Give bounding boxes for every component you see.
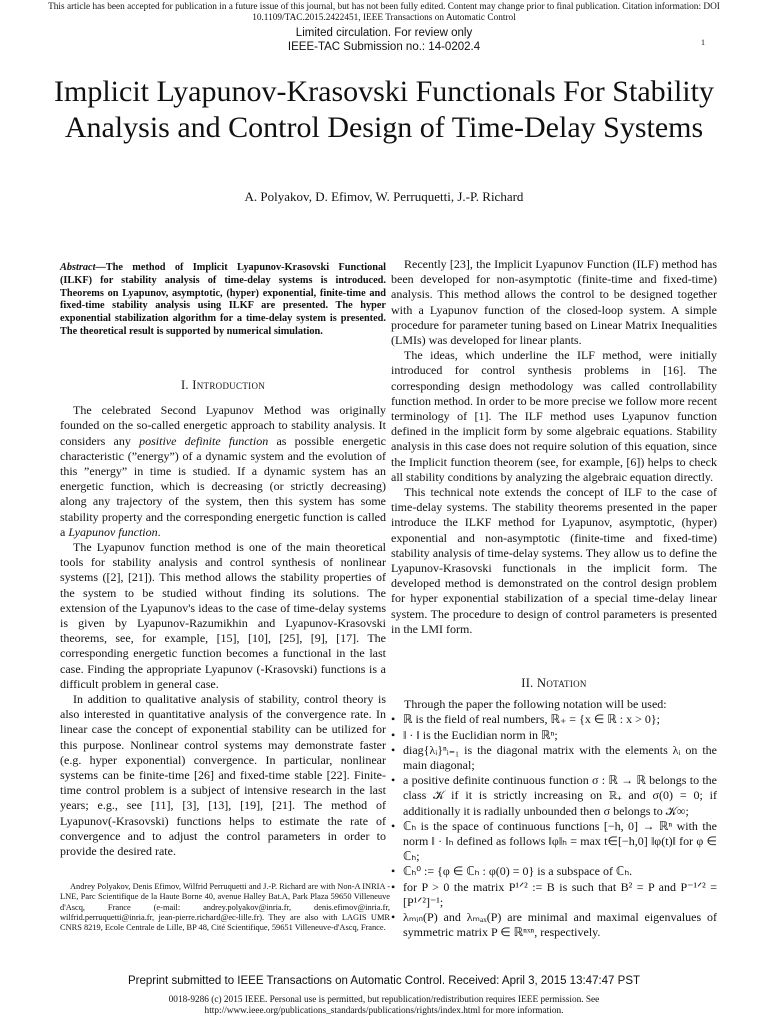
abstract-label: Abstract (60, 262, 96, 273)
intro-paragraph-2: The Lyapunov function method is one of the main theoretical tools for stability analysis and control synthesis of nonlinear systems ([2], [21]). This method allows the stability properties of the system to be studied without finding its solutions. The extension of the Lyapunov's ideas to the case of time-delay systems is given by Lyapunov-Razumikhin and Lyapunov-Krasovski theorems, see, for example, [15], [10], [25], [9], [17]. The corresponding energetic function becomes a functional in the last case. Finding the appropriate Lyapunov (-Krasovski) functions is a difficult problem in general case. (60, 540, 386, 691)
submission-number: IEEE-TAC Submission no.: 14-0202.4 (287, 41, 481, 53)
notation-section (391, 676, 717, 940)
notation-item: • ℝ is the field of real numbers, ℝ₊ = {x ∈ ℝ : x > 0}; (391, 712, 717, 727)
page-number: 1 (701, 38, 705, 47)
copyright-line-1: 0018-9286 (c) 2015 IEEE. Personal use is permitted, but republication/redistribution requires IEEE permission. See (168, 995, 600, 1005)
intro-p1-part-a: The celebrated Second Lyapunov Method was originally founded on the so-called energetic approach to stability analysis. It considers any (60, 403, 386, 448)
notice-line-1: This article has been accepted for publication in a future issue of this journal, but has not been fully edited. Content may change prior to final publication. Citation information: DOI (48, 2, 720, 12)
introduction-heading (60, 378, 386, 393)
notation-list (391, 712, 717, 940)
circulation-text: Limited circulation. For review only (295, 27, 473, 39)
publication-notice (0, 2, 768, 24)
intro-p1-part-b: as possible energetic characteristic (”energy”) of a dynamic system and the evolution of this ”energy” in time is studied. If a dynamic system has an energetic function, which is decreasing (or strictly decreasing) along any trajectory of the system, then this system has some stability property and the corresponding energetic function is called a (60, 433, 386, 539)
notation-item: • a positive definite continuous function σ : ℝ → ℝ belongs to the class 𝒦 if it is strictly increasing on ℝ₊ and σ(0) = 0; if additionally it is radially unbounded then σ belongs to 𝒦∞; (391, 773, 717, 819)
introduction-section (60, 378, 386, 859)
right-column-intro (391, 257, 717, 637)
notation-item: • diag{λᵢ}ⁿᵢ₌₁ is the diagonal matrix with the elements λᵢ on the main diagonal; (391, 743, 717, 773)
notation-heading-number: II. (521, 676, 538, 690)
notice-line-2: 10.1109/TAC.2015.2422451, IEEE Transactions on Automatic Control (252, 13, 516, 23)
copyright-line-2: http://www.ieee.org/publications_standards/publications/rights/index.html for more information. (204, 1006, 564, 1016)
paper-authors: A. Polyakov, D. Efimov, W. Perruquetti, J.-P. Richard (244, 189, 524, 204)
paper-title: Implicit Lyapunov-Krasovski Functionals For Stability Analysis and Control Design of Time-Delay Systems (54, 75, 714, 144)
notation-item: • ℂₕ⁰ := {φ ∈ ℂₕ : φ(0) = 0} is a subspace of ℂₕ. (391, 864, 717, 879)
notation-item: • λₘᵢₙ(P) and λₘₐₓ(P) are minimal and maximal eigenvalues of symmetric matrix P ∈ ℝⁿˣⁿ, respectively. (391, 910, 717, 940)
preprint-notice: Preprint submitted to IEEE Transactions on Automatic Control. Received: April 3, 2015 13:47:47 PST (127, 975, 641, 987)
intro-paragraph-3: In addition to qualitative analysis of stability, control theory is also interested in quantitative analysis of the convergence rate. In linear case the concept of exponential stability can be utilized for this purpose. Nonlinear control systems may demonstrate faster (e.g. hyper exponential) convergence. In particular, nonlinear systems can be finite-time [26] and fixed-time stable [22]. Finite-time control problem is a subject of intensive research in the last years; e.g., see [11], [3], [13], [19], [21]. The method of Lyapunov(-Krasovski) functions helps to estimate the rate of convergence and to adjust the control parameters in order to provide the desired rate. (60, 692, 386, 859)
copyright-notice (0, 995, 768, 1017)
circulation-block (0, 26, 768, 54)
notation-item: • ℂₕ is the space of continuous functions [−h, 0] → ℝⁿ with the norm ‖ · ‖ₕ defined as follows ‖φ‖ₕ = max t∈[−h,0] ‖φ(t)‖ for φ ∈ ℂₕ; (391, 819, 717, 865)
notation-item: • for P > 0 the matrix P¹ᐟ² := B is such that B² = P and P⁻¹ᐟ² = [P¹ᐟ²]⁻¹; (391, 880, 717, 910)
intro-p1-emphasis-2: Lyapunov function (68, 524, 158, 539)
right-paragraph-1: Recently [23], the Implicit Lyapunov Function (ILF) method has been developed for non-asymptotic (finite-time and fixed-time) analysis. This method allows the control to be designed together with a Lyapunov function of the closed-loop system. A simple procedure for parameter tuning based on Linear Matrix Inequalities (LMIs) was developed for linear plants. (391, 257, 717, 348)
notation-heading (391, 676, 717, 691)
notation-item: • ‖ · ‖ is the Euclidian norm in ℝⁿ; (391, 728, 717, 743)
abstract-text: —The method of Implicit Lyapunov-Krasovski Functional (ILKF) for stability analysis of time-delay systems is introduced. Theorems on Lyapunov, asymptotic, (hyper) exponential, finite-time and fixed-time stability analysis using ILKF are presented. The hyper exponential stabilization algorithm for a time-delay system is presented. The theoretical result is supported by numerical simulation. (60, 262, 386, 337)
intro-p1-emphasis: positive definite function (139, 433, 269, 448)
right-paragraph-3: This technical note extends the concept of ILF to the case of time-delay systems. The stability theorems presented in the paper introduce the ILKF method for Lyapunov, asymptotic, (hyper) exponential and non-asymptotic (finite-time and fixed-time) stability analysis of time-delay systems. They allow us to define the Lyapunov-Krasovski functionals in the implicit form. The developed method is demonstrated on the control design problem for hyper exponential stabilization of a special time-delay linear system. The procedure to design of control parameters is presented in the LMI form. (391, 485, 717, 636)
introduction-heading-text: Introduction (192, 378, 266, 392)
author-footnote-text: Andrey Polyakov, Denis Efimov, Wilfrid Perruquetti and J.-P. Richard are with Non-A INRIA - LNE, Parc Scientifique de la Haute Borne 40, avenue Halley Bat.A, Park Plaza 59650 Villeneuve d'Ascq, France (e-mail: andrey.polyakov@inria.fr, denis.efimov@inria.fr, wilfrid.perruquetti@inria.fr, jean-pierre.richard@ec-lille.fr). They are also with LAGIS UMR CNRS 8219, Ecole Centrale de Lille, BP 48, Cité Scientifique, 59651 Villeneuve-d'Ascq, France. (60, 882, 390, 933)
intro-p1-part-c: . (157, 524, 161, 539)
introduction-heading-number: I. (180, 378, 193, 392)
abstract (60, 262, 386, 339)
notation-heading-text: Notation (537, 676, 587, 690)
right-paragraph-2: The ideas, which underline the ILF method, were initially introduced for control synthesis problems in [16]. The corresponding design methodology was called controllability function method. In order to be more precise we follow more recent terminology of [1]. The ILF method uses Lyapunov function defined in the implicit form by some algebraic equations. Stability analysis in this case does not require solution of this equation, since the Implicit function theorem (see, for example, [6]) helps to check all stability conditions by analyzing the algebraic equation directly. (391, 348, 717, 484)
author-footnote (60, 882, 390, 933)
notation-intro: Through the paper the following notation will be used: (404, 697, 667, 712)
intro-paragraph-1 (60, 403, 386, 540)
